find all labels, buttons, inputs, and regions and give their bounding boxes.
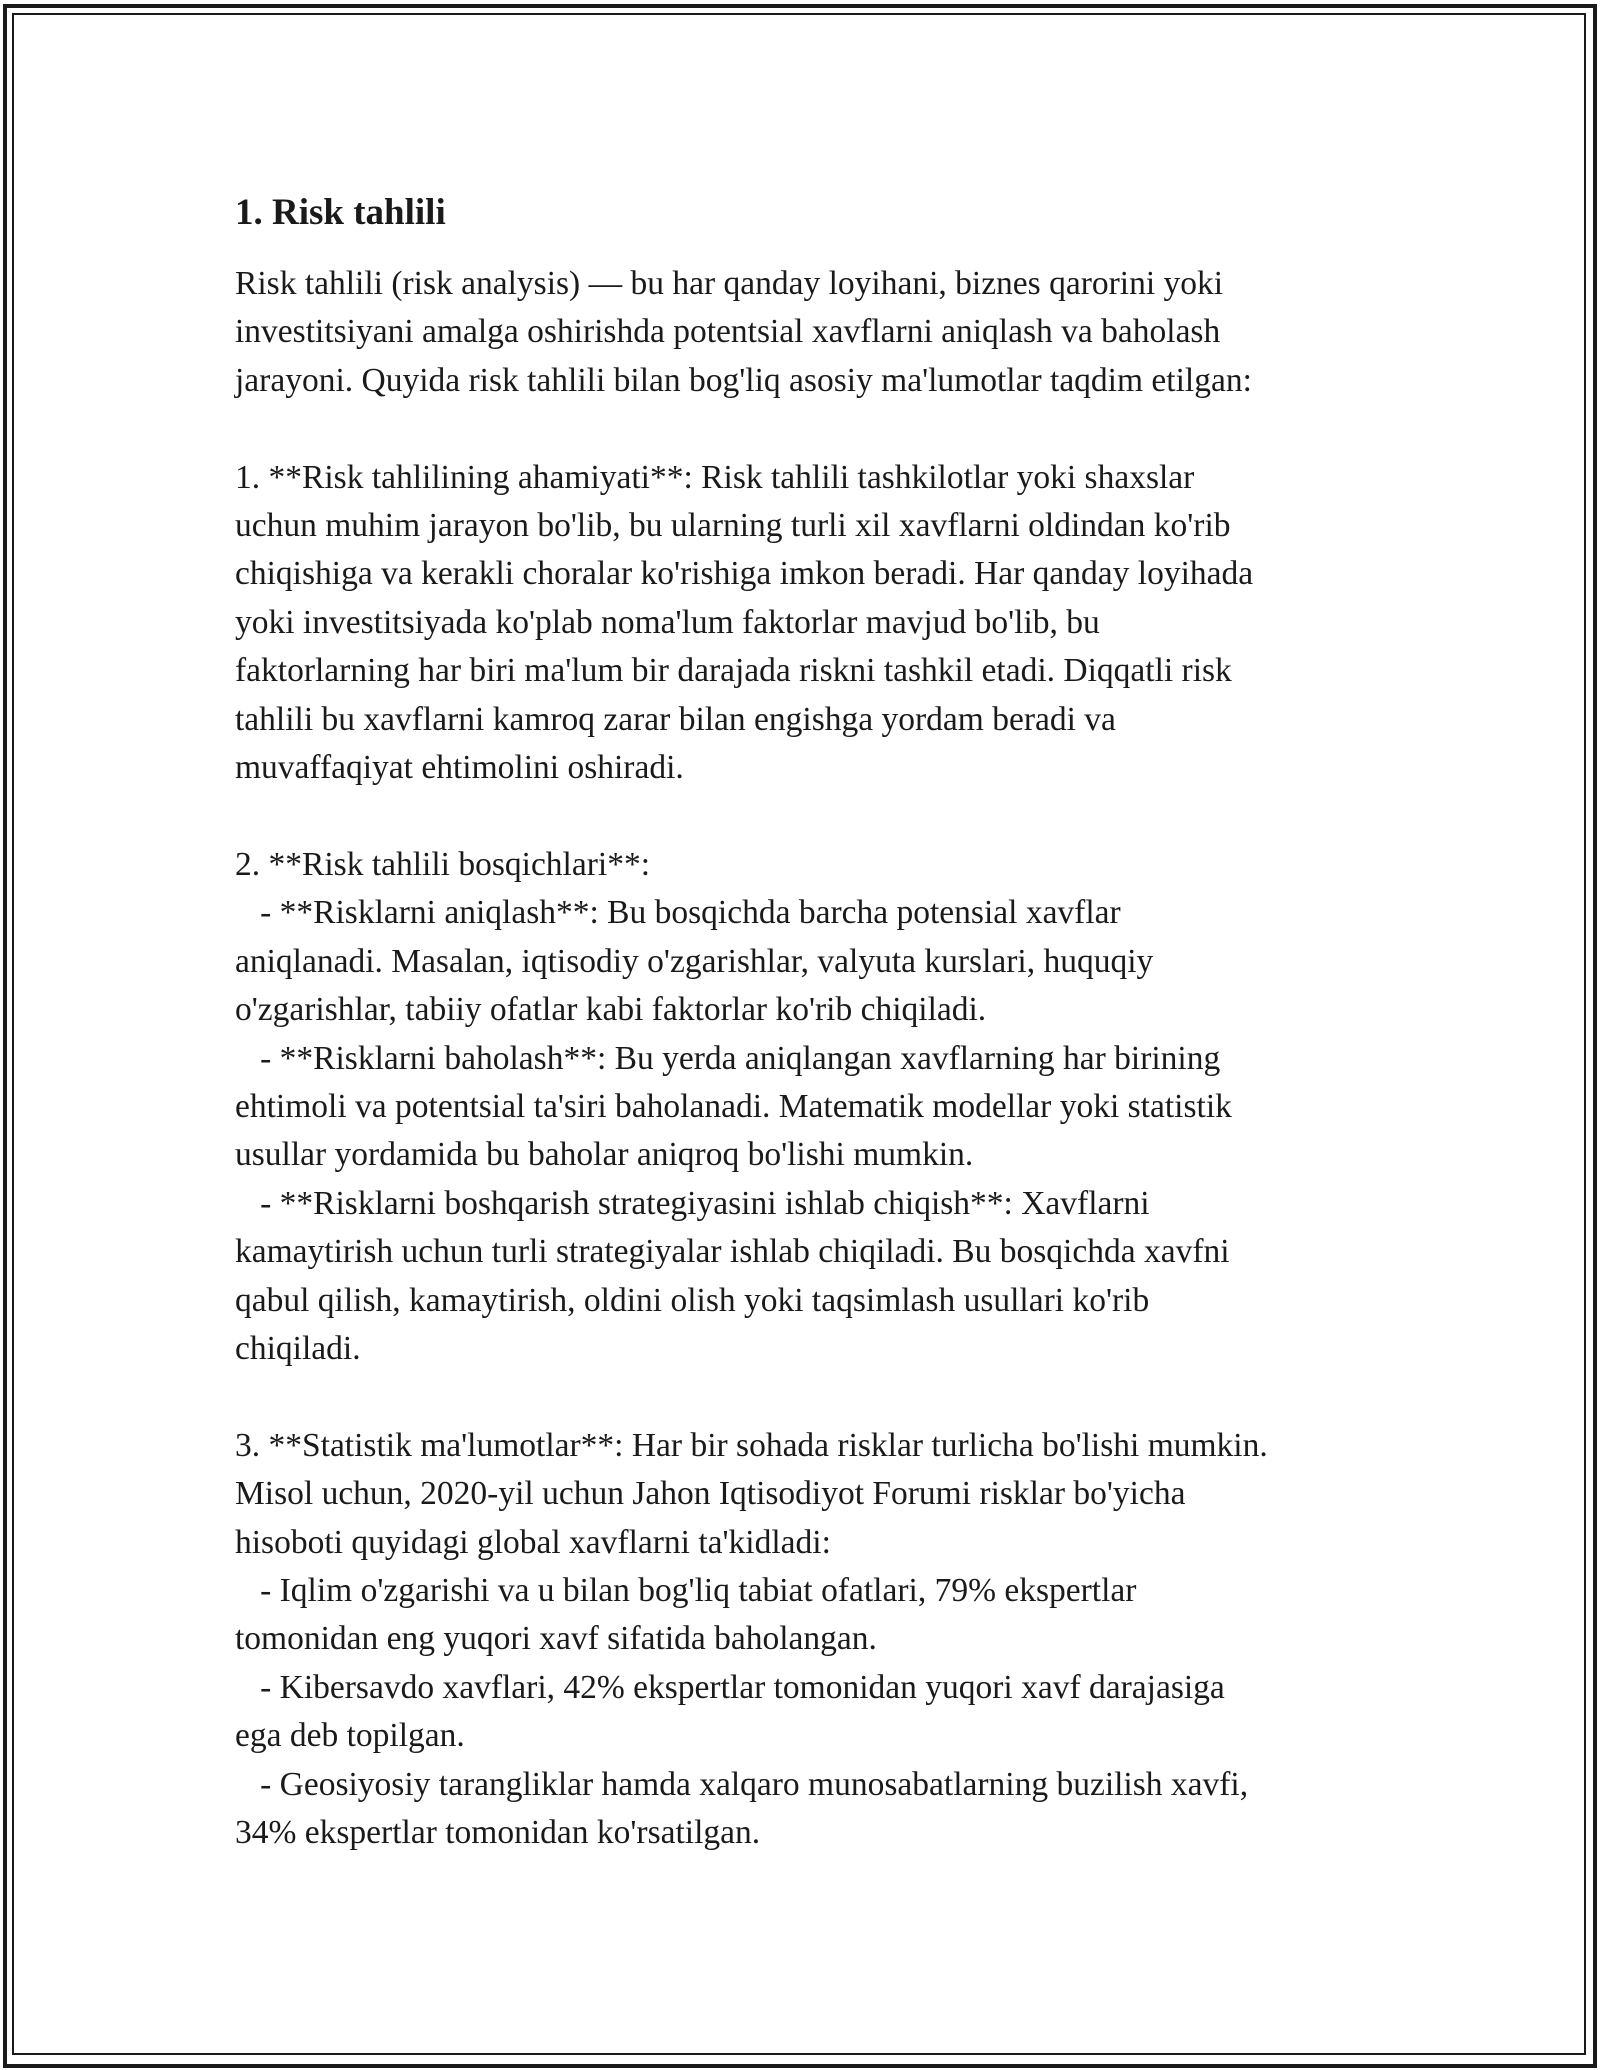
section-stages: 2. **Risk tahlili bosqichlari**: - **Risklarni aniqlash**: Bu bosqichda barcha potensial xavflar aniqlanadi. Masalan, iqtisodiy o'zgarishlar, valyuta kurslari, huquqiy o'zgarishlar, tabiiy ofatlar kabi faktorlar ko'rib chiqiladi. - **Risklarni baholash**: Bu yerda aniqlangan xavflarning har birining ehtimoli va potentsial ta'siri baholanadi. Matematik modellar yoki statistik usullar yordamida bu baholar aniqroq bo'lishi mumkin. - **Risklarni boshqarish strategiyasini ishlab chiqish**: Xavflarni kamaytirish uchun turli strategiyalar ishlab chiqiladi. Bu bosqichda xavfni qabul qilish, kamaytirish, oldini olish yoki taqsimlash usullari ko'rib chiqiladi. bbox=[235, 845, 1232, 1367]
blank-line bbox=[235, 405, 1395, 453]
blank-line bbox=[235, 792, 1395, 840]
intro-paragraph: Risk tahlili (risk analysis) — bu har qanday loyihani, biznes qarorini yoki investitsiyani amalga oshirishda potentsial xavflarni aniqlash va baholash jarayoni. Quyida risk tahlili bilan bog'liq asosiy ma'lumotlar taqdim etilgan: bbox=[235, 265, 1252, 399]
section-importance: 1. **Risk tahlilining ahamiyati**: Risk tahlili tashkilotlar yoki shaxslar uchun muhim jarayon bo'lib, bu ularning turli xil xavflarni oldindan ko'rib chiqishiga va kerakli choralar ko'rishiga imkon beradi. Har qanday loyihada yoki investitsiyada ko'plab noma'lum faktorlar mavjud bo'lib, bu faktorlarning har biri ma'lum bir darajada riskni tashkil etadi. Diqqatli risk tahlili bu xavflarni kamroq zarar bilan engishga yordam beradi va muvaffaqiyat ehtimolini oshiradi. bbox=[235, 458, 1254, 787]
section-statistics: 3. **Statistik ma'lumotlar**: Har bir sohada risklar turlicha bo'lishi mumkin. Misol uchun, 2020-yil uchun Jahon Iqtisodiyot Forumi risklar bo'yicha hisoboti quyidagi global xavflarni ta'kidladi: - Iqlim o'zgarishi va u bilan bog'liq tabiat ofatlari, 79% ekspertlar tomonidan eng yuqori xavf sifatida baholangan. - Kibersavdo xavflari, 42% ekspertlar tomonidan yuqori xavf darajasiga ega deb topilgan. - Geosiyosiy tarangliklar hamda xalqaro munosabatlarning buzilish xavfi, 34% ekspertlar tomonidan ko'rsatilgan. bbox=[235, 1426, 1268, 1851]
document-title: 1. Risk tahlili bbox=[235, 192, 446, 233]
blank-line bbox=[235, 1373, 1395, 1421]
document-body bbox=[235, 186, 1395, 1857]
